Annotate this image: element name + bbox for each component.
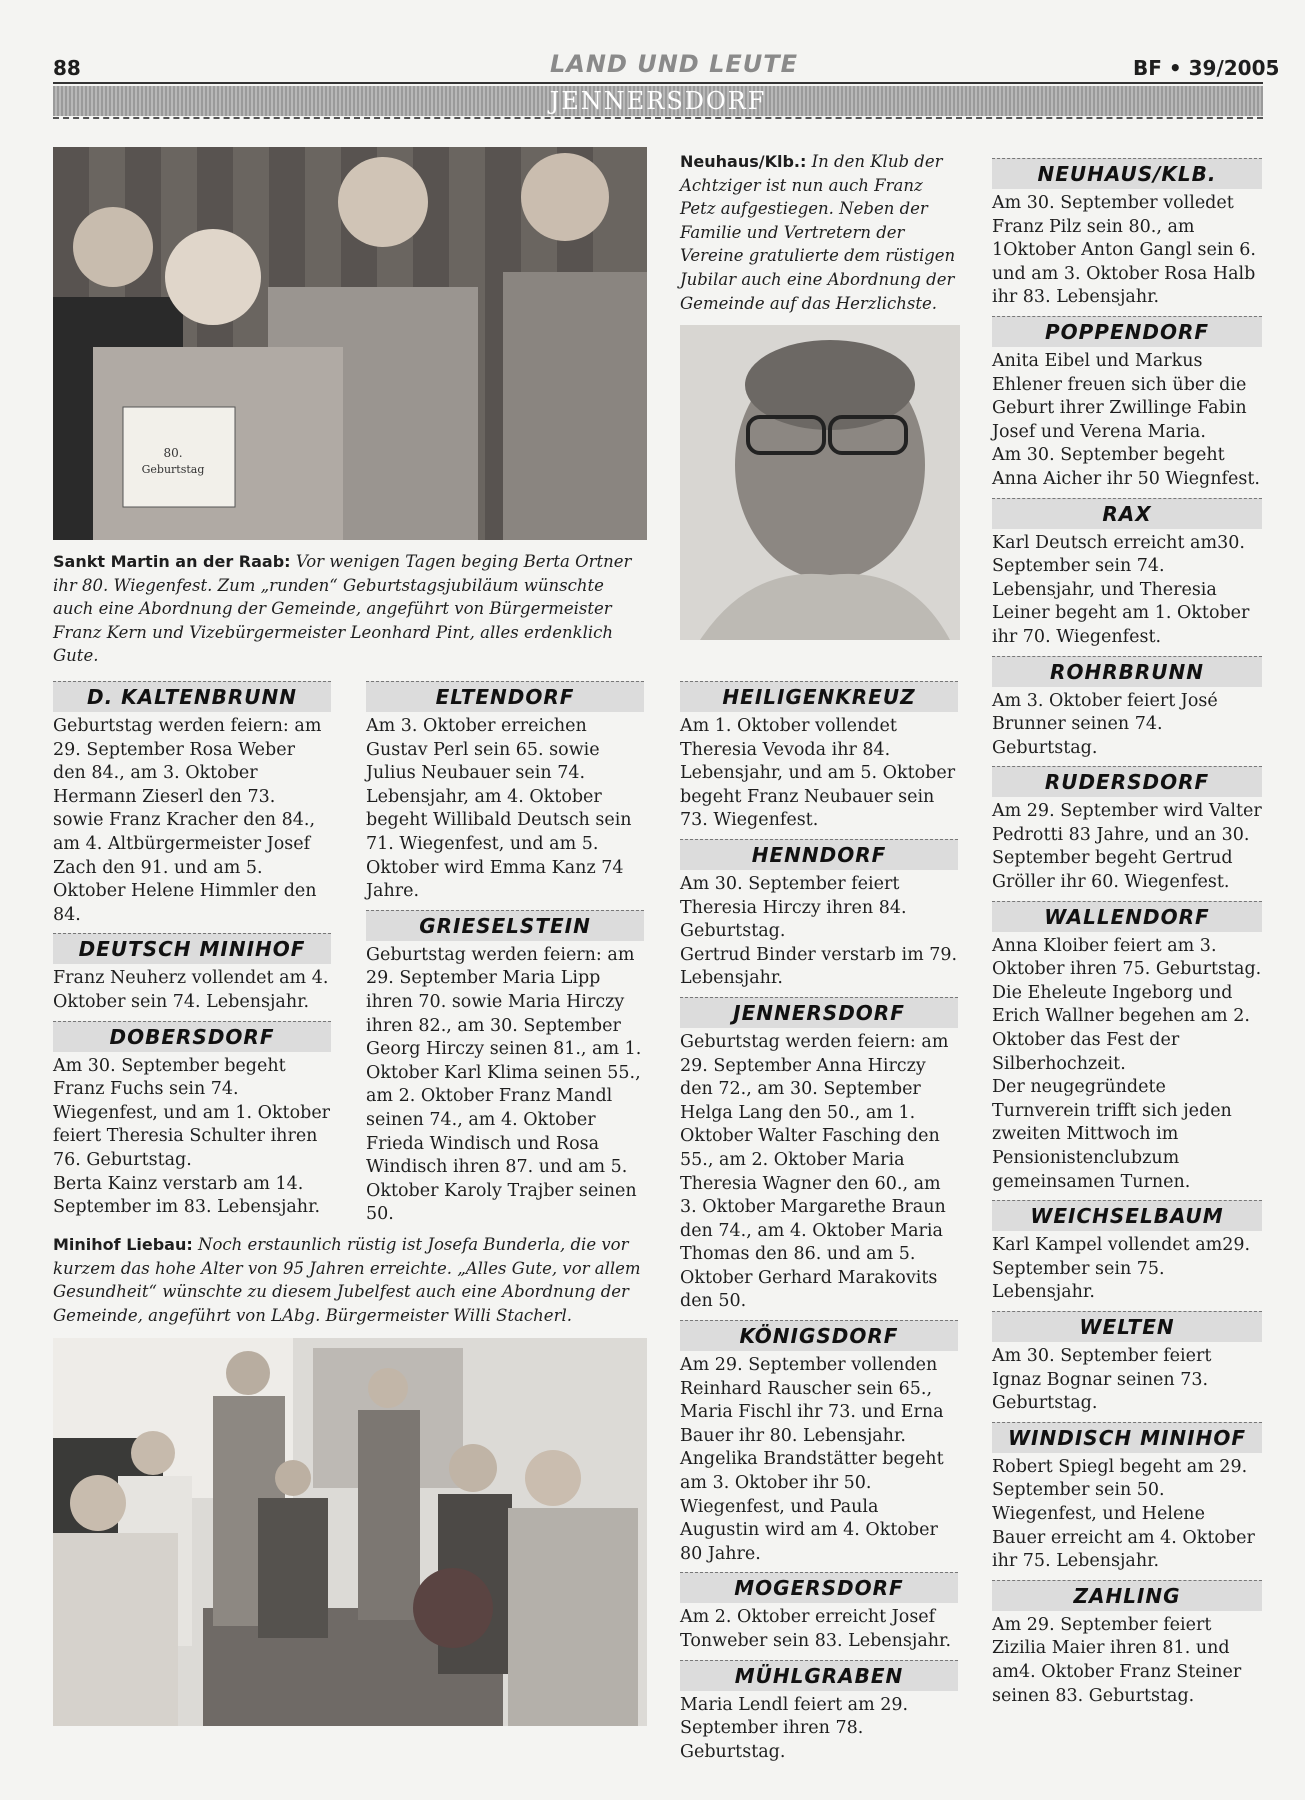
heading-rudersdorf: RUDERSDORF xyxy=(992,766,1262,797)
text-eltendorf: Am 3. Oktober erreichen Gustav Perl sein 65. sowie Julius Neubauer sein 74. Lebensjahr, am 4. Oktober begeht Willibald Deutsch sein 71. Wiegenfest, und am 5. Oktober wird Emma Kanz 74 Jahre. xyxy=(366,716,632,902)
text-heiligenkreuz: Am 1. Oktober vollendet Theresia Vevoda ihr 84. Lebensjahr, und am 5. Oktober begeht Franz Neubauer sein 73. Wiegenfest. xyxy=(680,716,956,831)
text-weichselbaum: Karl Kampel vollendet am29. September sein 75. Lebensjahr. xyxy=(992,1235,1251,1303)
caption-place: Neuhaus/Klb.: xyxy=(680,152,807,171)
text-muehlgraben: Maria Lendl feiert am 29. September ihren 78. Geburtstag. xyxy=(680,1694,909,1762)
text-zahling: Am 29. September feiert Zizilia Maier ihren 81. und am4. Oktober Franz Steiner seinen 83. Geburtstag. xyxy=(992,1614,1242,1706)
heading-eltendorf: ELTENDORF xyxy=(366,681,644,712)
caption-minihof xyxy=(53,1233,647,1327)
photo-sankt-martin xyxy=(53,147,647,540)
heading-koenigsdorf: KÖNIGSDORF xyxy=(680,1320,958,1351)
text-rudersdorf: Am 29. September wird Valter Pedrotti 83 Jahre, und an 30. September begeht Gertrud Gröller ihr 60. Wiegenfest. xyxy=(992,801,1262,893)
text-poppendorf: Anita Eibel und Markus Ehlener freuen sich über die Geburt ihrer Zwillinge Fabin Josef und Verena Maria. Am 30. September begeht Anna Aicher ihr 50 Wiegnfest. xyxy=(992,350,1260,489)
page-number: 88 xyxy=(53,56,81,80)
certificate-number: 80. xyxy=(163,446,183,460)
column-2 xyxy=(366,675,644,1227)
text-windisch-minihof: Robert Spiegl begeht am 29. September sein 50. Wiegenfest, und Helene Bauer erreicht am 4. Oktober ihr 75. Lebensjahr. xyxy=(992,1456,1255,1572)
heading-neuhaus-klb: NEUHAUS/KLB. xyxy=(992,158,1262,189)
text-koenigsdorf: Am 29. September vollenden Reinhard Rauscher sein 65., Maria Fischl ihr 73. und Erna Bauer ihr 80. Lebensjahr. Angelika Brandstätter begeht am 3. Oktober ihr 50. Wiegenfest, und Paula Augustin wird am 4. Oktober 80 Jahre. xyxy=(680,1355,944,1564)
certificate-label: Geburtstag xyxy=(141,463,205,476)
photo-minihof xyxy=(53,1338,647,1726)
caption-text: Vor wenigen Tagen beging Berta Ortner ihr 80. Wiegenfest. Zum „runden“ Geburtstagsjubiläum wünschte auch eine Abordnung der Gemeinde, angeführt von Bürgermeister Franz Kern und Vizebürgermeister Leonhard Pint, alles erdenklich Gute. xyxy=(53,552,632,666)
heading-poppendorf: POPPENDORF xyxy=(992,316,1262,347)
heading-grieselstein: GRIESELSTEIN xyxy=(366,910,644,941)
band-title: JENNERSDORF xyxy=(549,87,767,115)
heading-d-kaltenbrunn: D. KALTENBRUNN xyxy=(53,681,331,712)
column-3 xyxy=(680,675,958,1764)
text-rohrbrunn: Am 3. Oktober feiert José Brunner seinen 74. Geburtstag. xyxy=(992,690,1218,758)
text-mogersdorf: Am 2. Oktober erreicht Josef Tonweber sein 83. Lebensjahr. xyxy=(680,1607,952,1651)
text-henndorf: Am 30. September feiert Theresia Hirczy ihren 84. Geburtstag. Gertrud Binder verstarb im 79. Lebensjahr. xyxy=(680,873,958,989)
heading-weichselbaum: WEICHSELBAUM xyxy=(992,1200,1262,1231)
caption-sankt-martin xyxy=(53,550,647,668)
heading-wallendorf: WALLENDORF xyxy=(992,901,1262,932)
text-deutsch-minihof: Franz Neuherz vollendet am 4. Oktober sein 74. Lebensjahr. xyxy=(53,968,329,1012)
text-dobersdorf: Am 30. September begeht Franz Fuchs sein 74. Wiegenfest, und am 1. Oktober feiert Theresia Schulter ihren 76. Geburtstag. Berta Kainz verstarb am 14. September im 83. Lebensjahr. xyxy=(53,1055,331,1218)
heading-dobersdorf: DOBERSDORF xyxy=(53,1021,331,1052)
section-band xyxy=(53,86,1263,116)
caption-place: Sankt Martin an der Raab: xyxy=(53,552,291,571)
heading-zahling: ZAHLING xyxy=(992,1580,1262,1611)
text-neuhaus-klb: Am 30. September volledet Franz Pilz sein 80., am 1Oktober Anton Gangl sein 6. und am 3. Oktober Rosa Halb ihr 83. Lebensjahr. xyxy=(992,193,1256,308)
heading-rax: RAX xyxy=(992,498,1262,529)
photo-neuhaus xyxy=(680,325,960,640)
caption-place: Minihof Liebau: xyxy=(53,1235,193,1254)
heading-jennersdorf: JENNERSDORF xyxy=(680,997,958,1028)
text-d-kaltenbrunn: Geburtstag werden feiern: am 29. September Rosa Weber den 84., am 3. Oktober Hermann Zieserl den 73. sowie Franz Kracher den 84., am 4. Altbürgermeister Josef Zach den 91. und am 5. Oktober Helene Himmler den 84. xyxy=(53,716,322,925)
caption-text: In den Klub der Achtziger ist nun auch Franz Petz aufgestiegen. Neben der Familie und Vertretern der Vereine gratulierte dem rüstigen Jubilar auch eine Abordnung der Gemeinde auf das Herzlichste. xyxy=(680,152,956,313)
text-rax: Karl Deutsch erreicht am30. September sein 74. Lebensjahr, und Theresia Leiner begeht am 1. Oktober ihr 70. Wiegenfest. xyxy=(992,532,1250,647)
text-jennersdorf: Geburtstag werden feiern: am 29. September Anna Hirczy den 72., am 30. September Helga Lang den 50., am 1. Oktober Walter Fasching den 55., am 2. Oktober Maria Theresia Wagner den 60., am 3. Oktober Margarethe Braun den 74., am 4. Oktober Maria Thomas den 86. und am 5. Oktober Gerhard Marakovits den 50. xyxy=(680,1031,949,1312)
header-rule xyxy=(53,82,1263,84)
column-1 xyxy=(53,675,331,1220)
text-grieselstein: Geburtstag werden feiern: am 29. September Maria Lipp ihren 70. sowie Maria Hirczy ihren 82., am 30. September Georg Hirczy seinen 81., am 1. Oktober Karl Klima seinen 55., am 2. Oktober Franz Mandl seinen 74., am 4. Oktober Frieda Windisch und Rosa Windisch ihren 87. und am 5. Oktober Karoly Trajber seinen 50. xyxy=(366,944,642,1225)
heading-heiligenkreuz: HEILIGENKREUZ xyxy=(680,681,958,712)
heading-henndorf: HENNDORF xyxy=(680,839,958,870)
heading-mogersdorf: MOGERSDORF xyxy=(680,1572,958,1603)
caption-text: Noch erstaunlich rüstig ist Josefa Bunderla, die vor kurzem das hohe Alter von 95 Jahren erreichte. „Alles Gute, vor allem Gesundheit“ wünschte zu diesem Jubelfest auch eine Abordnung der Gemeinde, angeführt von LAbg. Bürgermeister Willi Stacherl. xyxy=(53,1235,641,1325)
caption-neuhaus xyxy=(680,150,958,315)
heading-welten: WELTEN xyxy=(992,1311,1262,1342)
heading-rohrbrunn: ROHRBRUNN xyxy=(992,656,1262,687)
issue-label: BF • 39/2005 xyxy=(1133,56,1280,80)
heading-deutsch-minihof: DEUTSCH MINIHOF xyxy=(53,933,331,964)
section-title: LAND UND LEUTE xyxy=(550,50,799,78)
band-rule xyxy=(53,117,1263,119)
text-welten: Am 30. September feiert Ignaz Bognar seinen 73. Geburtstag. xyxy=(992,1345,1212,1414)
heading-muehlgraben: MÜHLGRABEN xyxy=(680,1660,958,1691)
text-wallendorf: Anna Kloiber feiert am 3. Oktober ihren 75. Geburtstag. Die Eheleute Ingeborg und Erich Wallner begehen am 2. Oktober das Fest der Silberhochzeit. Der neugegründete Turnverein trifft sich jeden zweiten Mittwoch im Pensionistenclubzum gemeinsamen Turnen. xyxy=(992,935,1262,1192)
heading-windisch-minihof: WINDISCH MINIHOF xyxy=(992,1422,1262,1453)
column-4 xyxy=(992,152,1262,1708)
